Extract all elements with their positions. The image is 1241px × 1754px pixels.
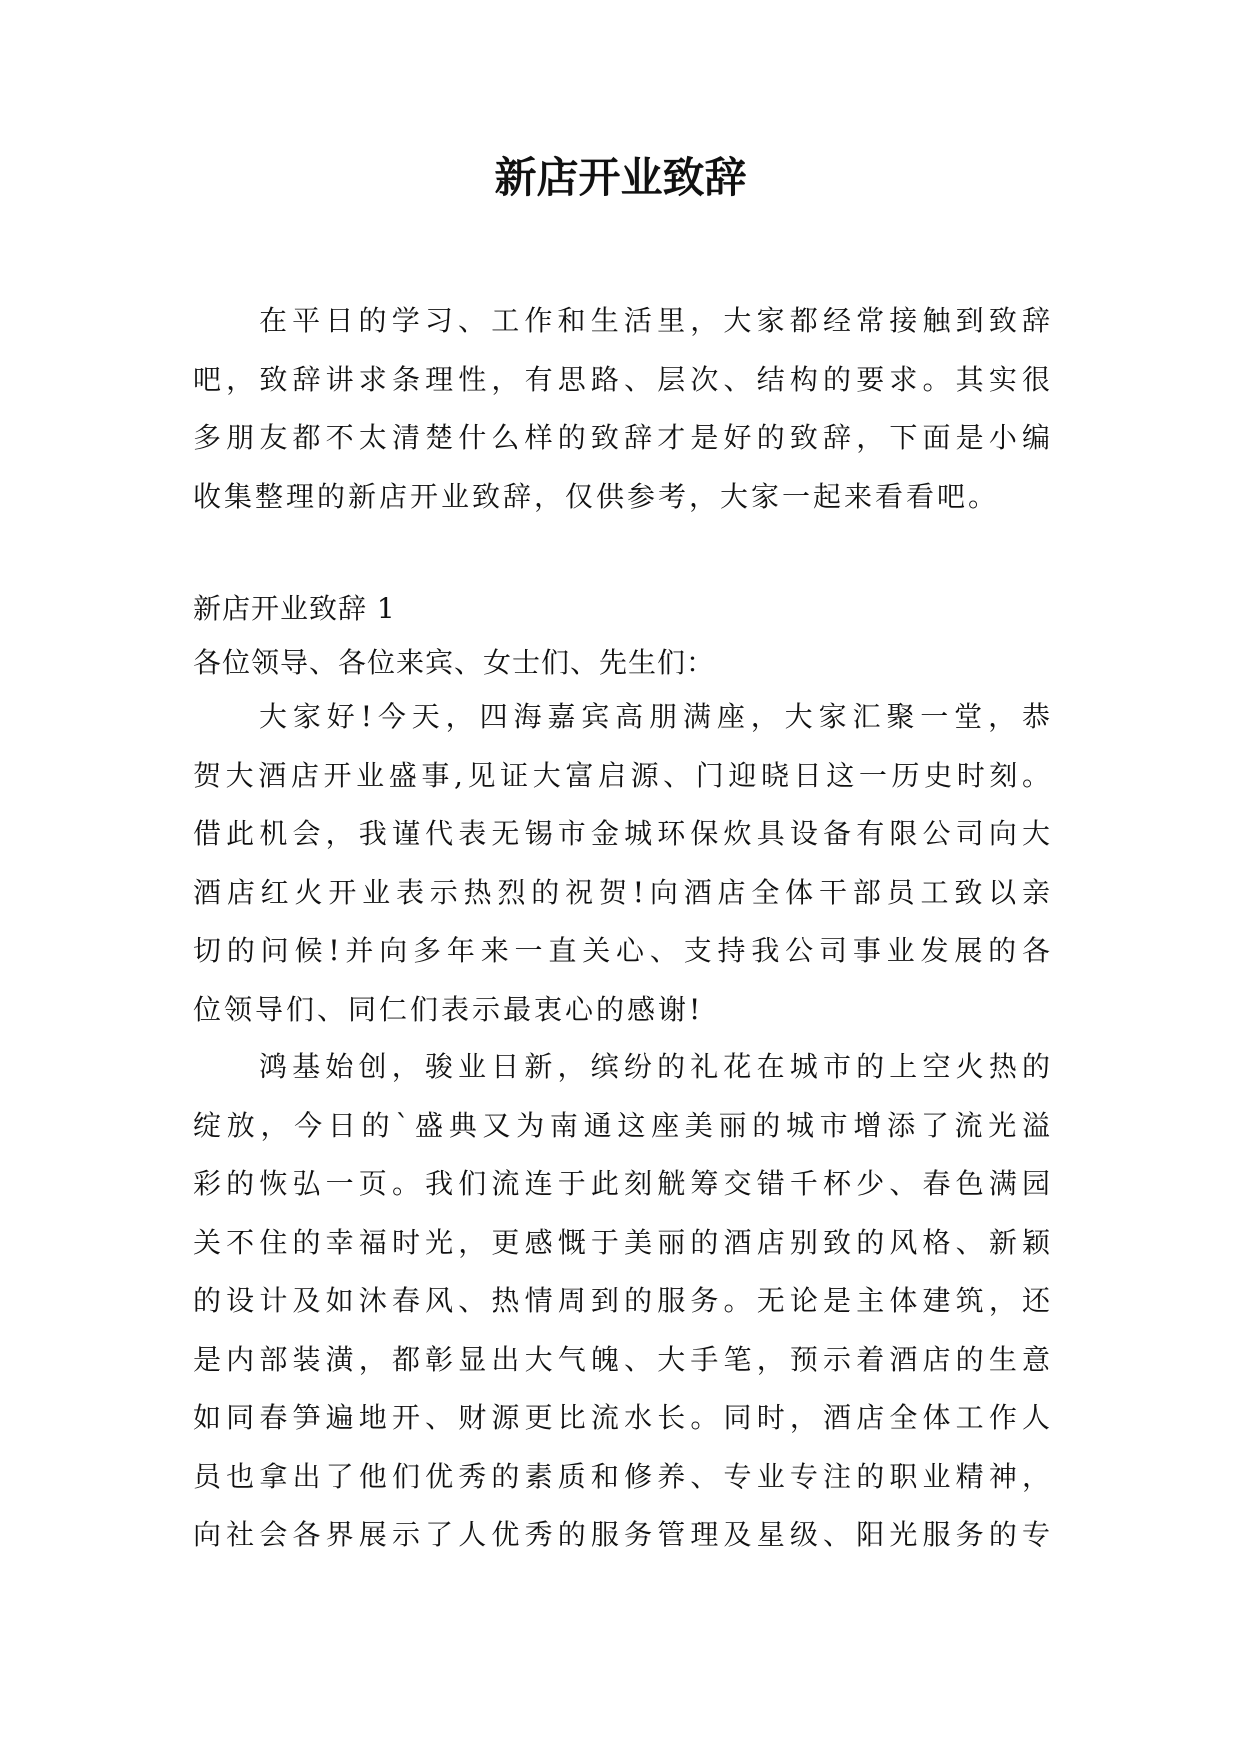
intro-line: 在平日的学习、工作和生活里，大家都经常接触到致辞	[259, 304, 1053, 337]
document-title: 新店开业致辞	[494, 153, 747, 202]
paragraph-line: 酒店红火开业表示热烈的祝贺!向酒店全体干部员工致以亲	[193, 875, 1053, 909]
intro-paragraph	[193, 292, 1053, 526]
paragraph-line: 彩的恢弘一页。我们流连于此刻觥筹交错千杯少、春色满园	[193, 1167, 1053, 1200]
paragraph-line: 向社会各界展示了人优秀的服务管理及星级、阳光服务的专	[193, 1518, 1053, 1551]
paragraph-line: 位领导们、同仁们表示最衷心的感谢!	[193, 992, 704, 1026]
intro-line: 多朋友都不太清楚什么样的致辞才是好的致辞，下面是小编	[193, 421, 1053, 454]
intro-line: 吧，致辞讲求条理性，有思路、层次、结构的要求。其实很	[193, 362, 1053, 396]
paragraph-line: 大家好!今天，四海嘉宾高朋满座，大家汇聚一堂，恭	[259, 700, 1053, 733]
paragraph-line: 贺大酒店开业盛事,见证大富启源、门迎晓日这一历史时刻。	[193, 758, 1053, 792]
paragraph-line: 绽放，今日的`盛典又为南通这座美丽的城市增添了流光溢	[193, 1108, 1053, 1142]
paragraph-line: 如同春笋遍地开、财源更比流水长。同时，酒店全体工作人	[193, 1401, 1053, 1434]
salutation: 各位领导、各位来宾、女士们、先生们：	[193, 646, 716, 679]
paragraph-line: 是内部装潢，都彰显出大气魄、大手笔，预示着酒店的生意	[193, 1342, 1053, 1376]
paragraph-line: 鸿基始创，骏业日新，缤纷的礼花在城市的上空火热的	[259, 1050, 1053, 1083]
paragraph-line: 借此机会，我谨代表无锡市金城环保炊具设备有限公司向大	[193, 817, 1053, 850]
section-heading: 新店开业致辞 1	[193, 592, 396, 625]
paragraph-1	[193, 688, 1053, 1039]
paragraph-line: 关不住的幸福时光，更感慨于美丽的酒店别致的风格、新颖	[193, 1225, 1053, 1259]
intro-line: 收集整理的新店开业致辞，仅供参考，大家一起来看看吧。	[193, 479, 1000, 513]
paragraph-line: 员也拿出了他们优秀的素质和修养、专业专注的职业精神，	[193, 1459, 1053, 1493]
paragraph-2	[193, 1038, 1053, 1565]
paragraph-line: 切的问候!并向多年来一直关心、支持我公司事业发展的各	[193, 934, 1053, 967]
paragraph-line: 的设计及如沐春风、热情周到的服务。无论是主体建筑，还	[193, 1284, 1053, 1317]
